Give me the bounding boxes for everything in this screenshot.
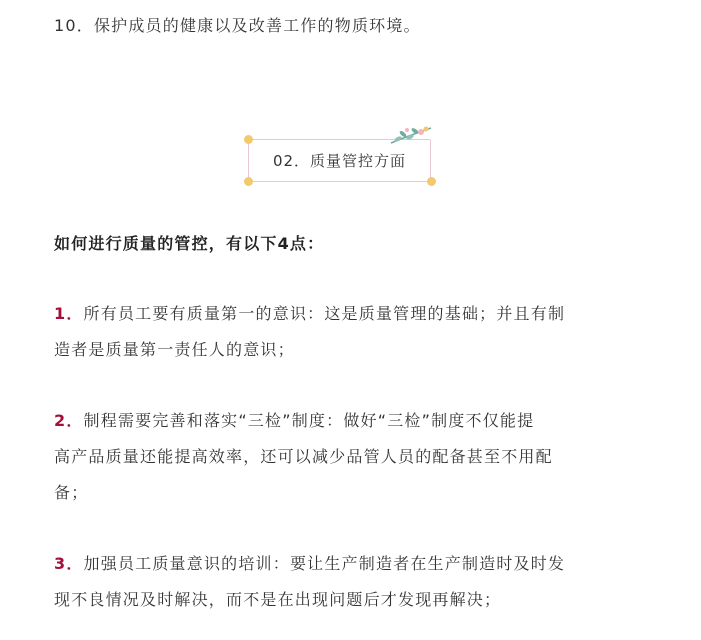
item-text: 加强员工质量意识的培训：要让生产制造者在生产制造时及时发 xyxy=(83,554,566,573)
item-number: 3． xyxy=(54,554,84,573)
heart-icon xyxy=(427,177,436,186)
heart-icon xyxy=(244,177,253,186)
intro-item-10: 10．保护成员的健康以及改善工作的物质环境。 xyxy=(54,16,421,35)
body-heading: 如何进行质量的管控，有以下4点： xyxy=(54,234,325,253)
list-item-line xyxy=(54,554,565,574)
item-text: 所有员工要有质量第一的意识：这是质量管理的基础；并且有制 xyxy=(83,304,566,323)
floral-branch-icon xyxy=(388,124,434,146)
item-text: 制程需要完善和落实“三检”制度：做好“三检”制度不仅能提 xyxy=(83,411,535,430)
item-number: 2． xyxy=(54,411,84,430)
item-number: 1． xyxy=(54,304,84,323)
item-text-continued: 现不良情况及时解决，而不是在出现问题后才发现再解决； xyxy=(54,590,502,609)
item-text-continued: 造者是质量第一责任人的意识； xyxy=(54,340,295,359)
list-item-line xyxy=(54,411,534,431)
list-item-line xyxy=(54,304,565,324)
section-title: 02．质量管控方面 xyxy=(272,152,407,170)
item-text-continued: 高产品质量还能提高效率，还可以减少品管人员的配备甚至不用配 xyxy=(54,447,553,466)
heart-icon xyxy=(244,135,253,144)
item-text-continued: 备； xyxy=(54,483,89,502)
